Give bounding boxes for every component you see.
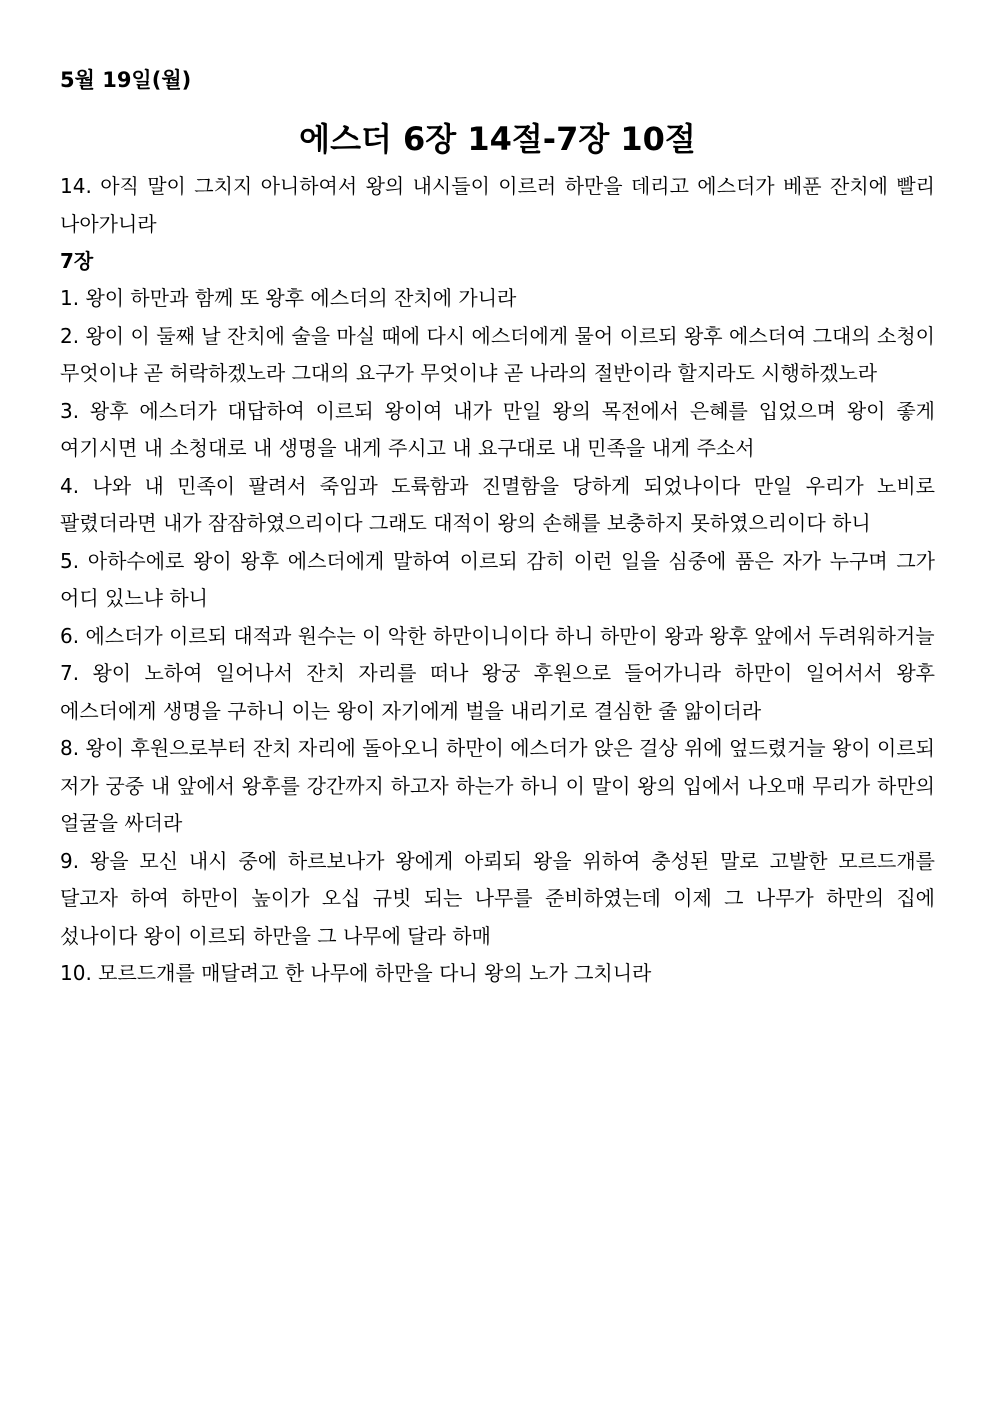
verse-7-8: 8. 왕이 후원으로부터 잔치 자리에 돌아오니 하만이 에스더가 앉은 걸상 위에 엎드렸거늘 왕이 이르되 저가 궁중 내 앞에서 왕후를 강간까지 하고자 하는가 하니 이 말이 왕의 입에서 나오매 무리가 하만의 얼굴을 싸더라: [60, 736, 935, 835]
verse-7-4: 4. 나와 내 민족이 팔려서 죽임과 도륙함과 진멸함을 당하게 되었나이다 만일 우리가 노비로 팔렸더라면 내가 잠잠하였으리이다 그래도 대적이 왕의 손해를 보충하지 못하였으리이다 하니: [60, 473, 935, 535]
verse-7-2: 2. 왕이 이 둘째 날 잔치에 술을 마실 때에 다시 에스더에게 물어 이르되 왕후 에스더여 그대의 소청이 무엇이냐 곧 허락하겠노라 그대의 요구가 무엇이냐 곧 나라의 절반이라 할지라도 시행하겠노라: [60, 323, 935, 385]
reading-date: 5월 19일(월): [60, 68, 192, 92]
chapter-heading: 7장: [60, 249, 94, 273]
verse-7-7: 7. 왕이 노하여 일어나서 잔치 자리를 떠나 왕궁 후원으로 들어가니라 하만이 일어서서 왕후 에스더에게 생명을 구하니 이는 왕이 자기에게 벌을 내리기로 결심한 줄 앎이더라: [60, 661, 935, 723]
verse-7-9: 9. 왕을 모신 내시 중에 하르보나가 왕에게 아뢰되 왕을 위하여 충성된 말로 고발한 모르드개를 달고자 하여 하만이 높이가 오십 규빗 되는 나무를 준비하였는데 이제 그 나무가 하만의 집에 섰나이다 왕이 이르되 하만을 그 나무에 달라 하매: [60, 848, 935, 948]
verse-7-1: 1. 왕이 하만과 함께 또 왕후 에스더의 잔치에 가니라: [60, 286, 517, 310]
verse-7-6: 6. 에스더가 이르되 대적과 원수는 이 악한 하만이니이다 하니 하만이 왕과 왕후 앞에서 두려워하거늘: [60, 623, 935, 648]
verse-6-14: 14. 아직 말이 그치지 아니하여서 왕의 내시들이 이르러 하만을 데리고 에스더가 베푼 잔치에 빨리 나아가니라: [60, 174, 935, 236]
verse-7-5: 5. 아하수에로 왕이 왕후 에스더에게 말하여 이르되 감히 이런 일을 심중에 품은 자가 누구며 그가 어디 있느냐 하니: [60, 548, 935, 610]
verse-7-10: 10. 모르드개를 매달려고 한 나무에 하만을 다니 왕의 노가 그치니라: [60, 961, 652, 985]
verse-7-3: 3. 왕후 에스더가 대답하여 이르되 왕이여 내가 만일 왕의 목전에서 은혜를 입었으며 왕이 좋게 여기시면 내 소청대로 내 생명을 내게 주시고 내 요구대로 내 민족을 내게 주소서: [60, 398, 935, 460]
passage-title: 에스더 6장 14절-7장 10절: [299, 120, 696, 158]
document-page: [60, 62, 935, 993]
